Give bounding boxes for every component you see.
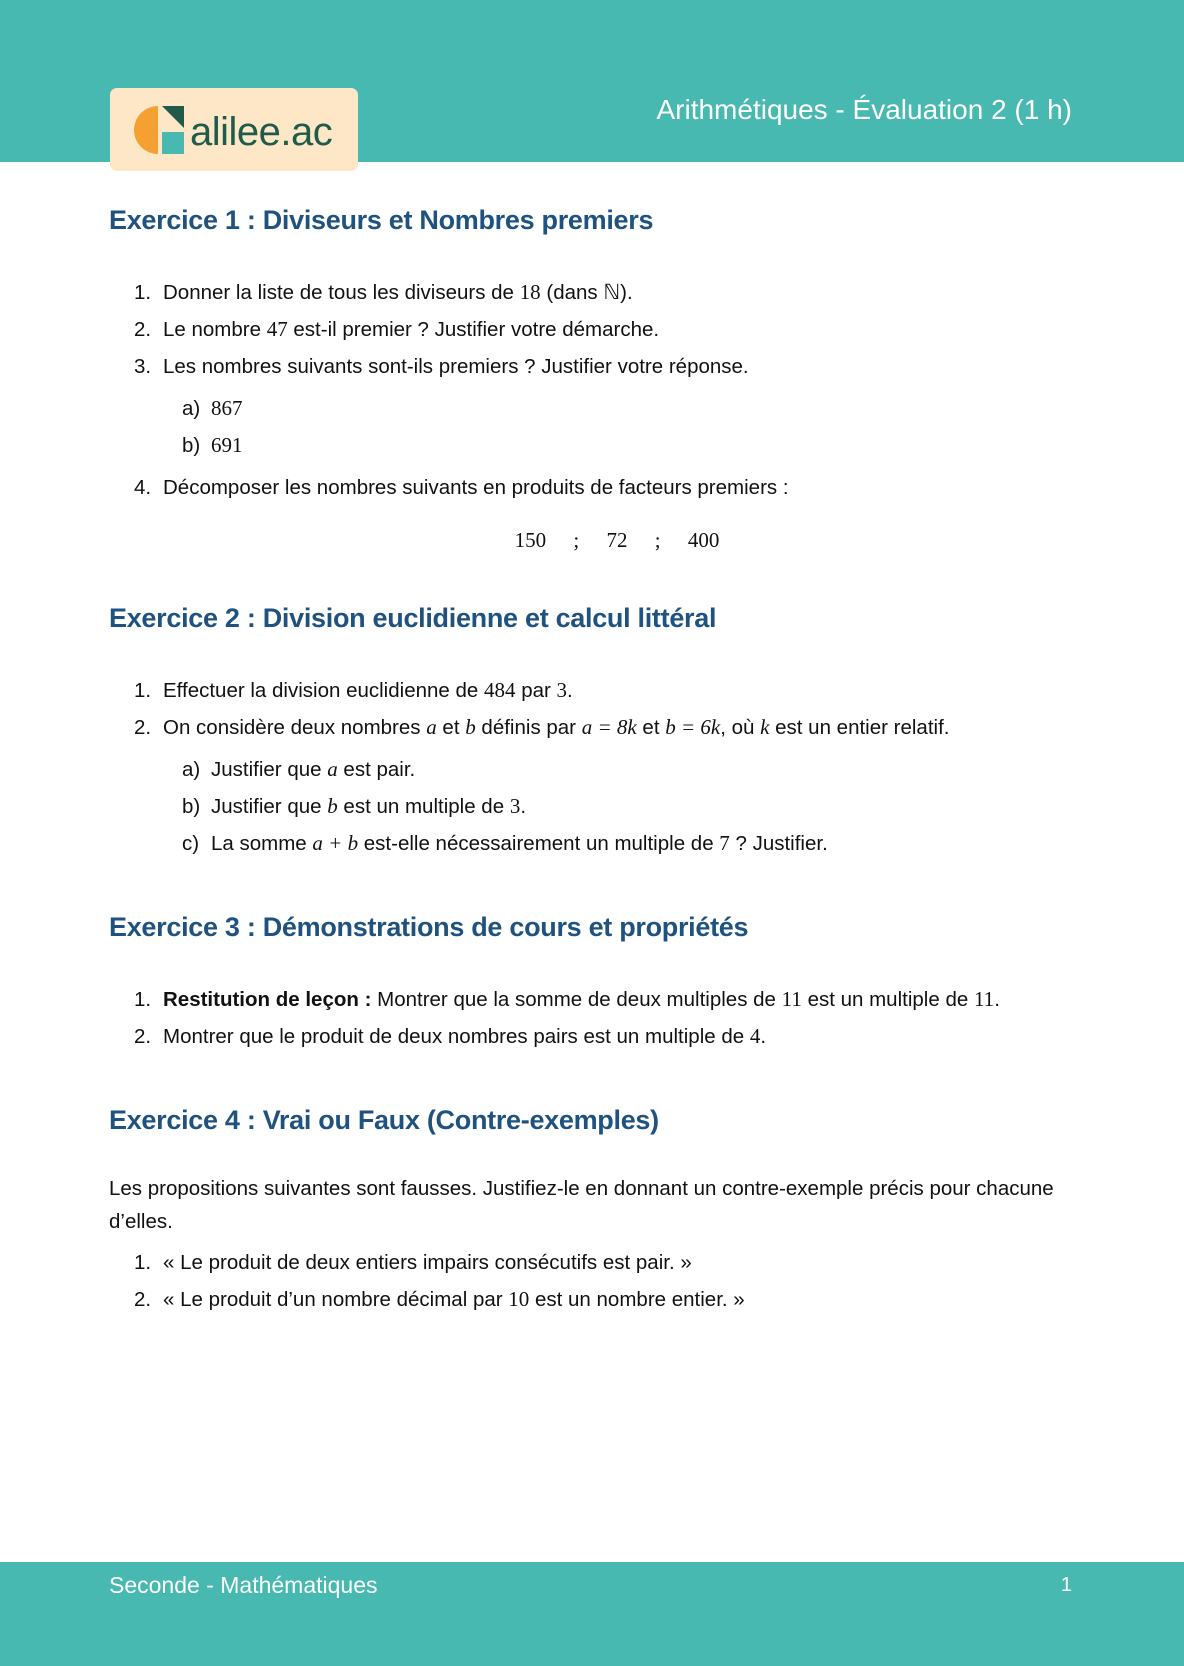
- question-text: est un multiple de: [801, 988, 974, 1011]
- sub-question: [109, 390, 1075, 427]
- question: [109, 348, 1075, 385]
- question-text: ? Justifier.: [729, 832, 828, 855]
- question-lead: Restitution de leçon :: [163, 988, 372, 1011]
- math: 400: [687, 528, 720, 552]
- question-text: Décomposer les nombres suivants en produits de facteurs premiers :: [163, 476, 789, 499]
- sub-question: [109, 788, 1075, 825]
- question: [109, 274, 1075, 311]
- question-text: est un entier relatif.: [769, 716, 950, 739]
- math: 72: [606, 528, 628, 552]
- question-text: « Le produit de deux entiers impairs consécutifs est pair. »: [163, 1251, 692, 1274]
- question-text: définis par: [475, 716, 582, 739]
- math: 3: [556, 678, 568, 702]
- question-text: est pair.: [337, 758, 416, 781]
- question-text: est un multiple de: [337, 795, 510, 818]
- footer-band: [0, 1562, 1184, 1666]
- math: a + b: [312, 831, 359, 855]
- math: 11: [973, 987, 995, 1011]
- question: [109, 311, 1075, 348]
- exercise-3-questions: [109, 981, 1075, 1055]
- question-text: Les nombres suivants sont-ils premiers ? Justifier votre réponse.: [163, 355, 749, 378]
- question: [109, 709, 1075, 746]
- sub-question-label: b): [182, 434, 201, 457]
- math: 691: [211, 433, 243, 457]
- question-text: est-elle nécessairement un multiple de: [358, 832, 720, 855]
- sub-question: [109, 751, 1075, 788]
- question-text: , où: [720, 716, 761, 739]
- sub-question-label: b): [182, 795, 201, 818]
- question-text: .: [520, 795, 527, 818]
- math: 47: [266, 317, 288, 341]
- math: k: [760, 715, 770, 739]
- math: a: [327, 757, 338, 781]
- question-text: « Le produit d’un nombre décimal par: [163, 1288, 509, 1311]
- question-text: Justifier que: [211, 758, 328, 781]
- math: 3: [509, 794, 521, 818]
- math-set-naturals: ℕ: [603, 280, 621, 304]
- question-text: ).: [620, 281, 633, 304]
- logo: [110, 88, 358, 171]
- question-text: .: [994, 988, 1000, 1011]
- exercise-4-intro: Les propositions suivantes sont fausses. Justifiez-le en donnant un contre-exemple précis pour chacune d’elles.: [109, 1177, 1054, 1233]
- question-number: 1.: [134, 1251, 152, 1274]
- math: 18: [519, 280, 541, 304]
- question-text: et: [636, 716, 666, 739]
- question-text: est-il premier ? Justifier votre démarche.: [287, 318, 660, 341]
- math: a = 8k: [581, 715, 637, 739]
- question-text: Montrer que le produit de deux nombres pairs est un multiple de: [163, 1025, 750, 1048]
- question-number: 2.: [134, 318, 152, 341]
- question-text: et: [436, 716, 466, 739]
- logo-mark-icon: [130, 102, 190, 158]
- question-text: (dans: [540, 281, 604, 304]
- math: a: [426, 715, 437, 739]
- exercise-4-questions: [109, 1244, 1075, 1318]
- question-text: Donner la liste de tous les diviseurs de: [163, 281, 520, 304]
- question-text: est un nombre entier. »: [529, 1288, 745, 1311]
- question-text: On considère deux nombres: [163, 716, 427, 739]
- question-number: 1.: [134, 988, 152, 1011]
- question: [109, 1018, 1075, 1055]
- separator: ;: [573, 528, 580, 552]
- math: 7: [719, 831, 730, 855]
- exercise-2-questions: [109, 672, 1075, 862]
- question-text: Montrer que la somme de deux multiples de: [371, 988, 782, 1011]
- exercise-1-questions: [109, 274, 1075, 506]
- question: [109, 1244, 1075, 1281]
- question-number: 2.: [134, 1025, 152, 1048]
- question-text: La somme: [211, 832, 313, 855]
- question-number: 1.: [134, 281, 152, 304]
- question-text: Le nombre: [163, 318, 267, 341]
- question-number: 4.: [134, 476, 152, 499]
- sub-question-label: a): [182, 758, 201, 781]
- question-text: par: [515, 679, 557, 702]
- question-text: Justifier que: [211, 795, 328, 818]
- numbers-to-decompose: [109, 528, 1075, 553]
- question-number: 2.: [134, 716, 152, 739]
- sub-question: [109, 825, 1075, 862]
- math: 867: [211, 396, 243, 420]
- question: [109, 469, 1075, 506]
- header-band: [0, 0, 1184, 162]
- exercise-3-title: Exercice 3 : Démonstrations de cours et propriétés: [109, 912, 749, 942]
- sub-question-label: c): [182, 832, 200, 855]
- sub-question: [109, 427, 1075, 464]
- question: [109, 672, 1075, 709]
- document-title: Arithmétiques - Évaluation 2 (1 h): [656, 94, 1072, 125]
- exercise-1-title: Exercice 1 : Diviseurs et Nombres premiers: [109, 205, 654, 235]
- math: b = 6k: [665, 715, 721, 739]
- question-number: 3.: [134, 355, 152, 378]
- math: 10: [508, 1287, 530, 1311]
- question-text: Effectuer la division euclidienne de: [163, 679, 484, 702]
- logo-text: alilee.ac: [190, 110, 333, 154]
- math: b: [465, 715, 476, 739]
- separator: ;: [654, 528, 661, 552]
- question-text: .: [760, 1025, 767, 1048]
- page-number: 1: [1060, 1574, 1072, 1596]
- footer-course: Seconde - Mathématiques: [109, 1572, 378, 1598]
- math: b: [327, 794, 338, 818]
- exercise-2-title: Exercice 2 : Division euclidienne et calcul littéral: [109, 603, 717, 633]
- math: 4: [749, 1024, 761, 1048]
- question: [109, 1281, 1075, 1318]
- math: 11: [781, 987, 802, 1011]
- math: 150: [514, 528, 547, 552]
- exercise-4-title: Exercice 4 : Vrai ou Faux (Contre-exemples): [109, 1105, 659, 1135]
- question-text: .: [567, 679, 573, 702]
- question-number: 1.: [134, 679, 152, 702]
- math: 484: [484, 678, 516, 702]
- question-number: 2.: [134, 1288, 152, 1311]
- sub-question-label: a): [182, 397, 201, 420]
- question: [109, 981, 1075, 1018]
- document-body: [109, 205, 1075, 1318]
